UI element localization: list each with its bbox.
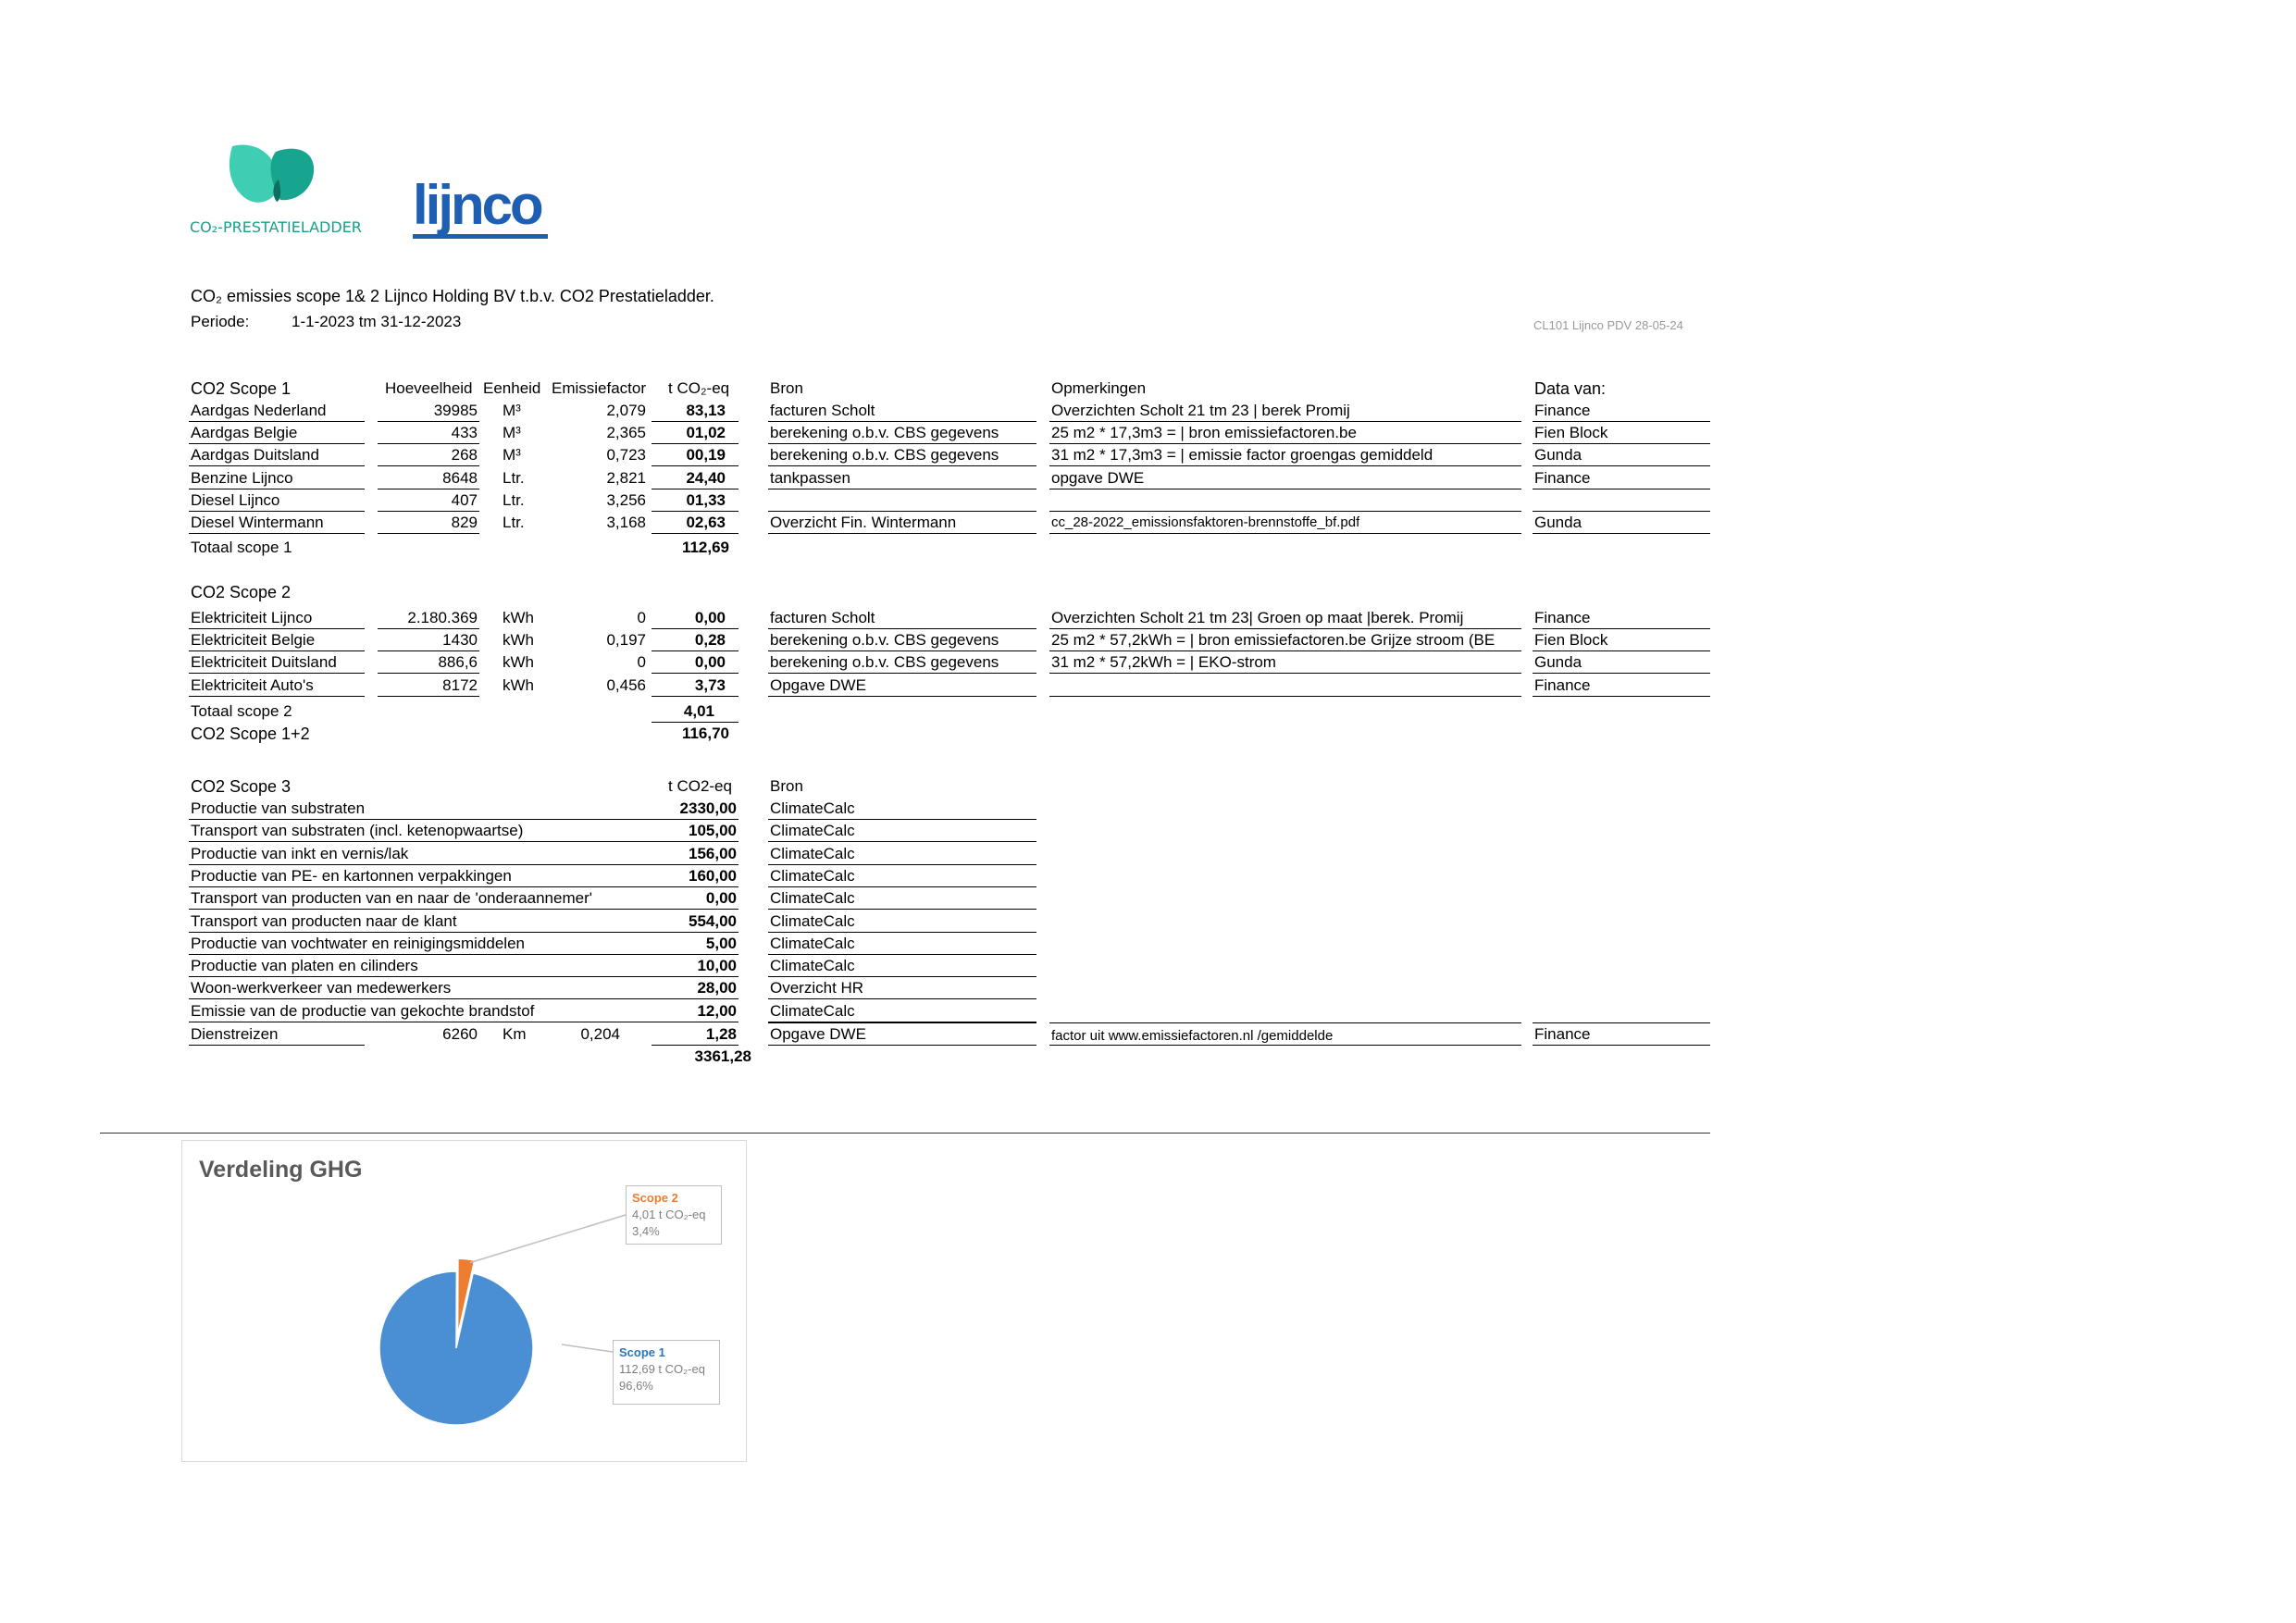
- row-rule: [1533, 465, 1710, 466]
- row-source: tankpassen: [770, 468, 850, 487]
- scope1-title: CO2 Scope 1: [191, 379, 292, 398]
- scope1-leader-line: [562, 1344, 613, 1352]
- row-quantity: 829: [451, 514, 478, 531]
- scope3-row-name: Emissie van de productie van gekochte brandstof: [191, 1001, 535, 1020]
- row-rule: [652, 421, 738, 422]
- row-unit: kWh: [503, 675, 534, 694]
- row-rule: [378, 465, 479, 466]
- row-factor: 0,197: [606, 631, 646, 650]
- row-tco2: 3,73: [694, 675, 726, 694]
- document-title: CO₂ emissies scope 1& 2 Lijnco Holding BV t.b.v. CO2 Prestatieladder.: [191, 287, 714, 305]
- scope3-row-tco2: 5,00: [705, 934, 737, 952]
- scope1-callout-percent: 96,6%: [619, 1379, 653, 1393]
- row-quantity: 433: [451, 424, 478, 442]
- row-data-from: Gunda: [1534, 446, 1582, 465]
- row-remarks: 31 m2 * 57,2kWh = | EKO-strom: [1051, 653, 1276, 672]
- row-rule: [652, 533, 738, 534]
- period-value: 1-1-2023 tm 31-12-2023: [292, 313, 462, 330]
- row-factor: 3,168: [606, 514, 646, 531]
- row-rule: [1533, 673, 1710, 674]
- scope3-row-name: Productie van inkt en vernis/lak: [191, 844, 409, 862]
- scope3-row-rule: [189, 886, 738, 887]
- row-data-from: Finance: [1534, 609, 1591, 626]
- col-unit: Eenheid: [483, 379, 541, 397]
- row-source: berekening o.b.v. CBS gegevens: [770, 446, 999, 465]
- scope3-row-rule: [768, 976, 1036, 977]
- row-rule: [1049, 696, 1521, 697]
- scope2-callout-label: Scope 2: [632, 1191, 678, 1205]
- scope2-total-value: 4,01: [683, 702, 714, 720]
- scope3-row-rule: [768, 864, 1036, 865]
- row-source: berekening o.b.v. CBS gegevens: [770, 424, 999, 442]
- row-unit: M³: [503, 424, 521, 442]
- col-remarks: Opmerkingen: [1051, 379, 1147, 397]
- row-name: Aardgas Belgie: [191, 424, 298, 442]
- scope3-row-name: Productie van substraten: [191, 799, 366, 817]
- row-rule: [189, 533, 365, 534]
- row-data-from: Gunda: [1534, 514, 1582, 531]
- col-data-from: Data van:: [1534, 379, 1607, 398]
- row-rule: [1533, 650, 1710, 651]
- row-rule: [768, 511, 1036, 512]
- row-remarks: Overzichten Scholt 21 tm 23 | berek Promij: [1051, 402, 1350, 419]
- scope1-total-label: Totaal scope 1: [191, 539, 292, 556]
- scope12-label: CO2 Scope 1+2: [191, 725, 310, 743]
- row-tco2: 02,63: [686, 514, 726, 531]
- row-rule: [1049, 465, 1521, 466]
- scope3-row-name: Productie van platen en cilinders: [191, 957, 418, 975]
- scope3-row-rule: [768, 932, 1036, 933]
- scope3-row-name: Productie van PE- en kartonnen verpakkingen: [191, 866, 512, 885]
- scope3-row-source: ClimateCalc: [770, 1001, 855, 1020]
- row-rule: [378, 533, 479, 534]
- row-quantity: 886,6: [438, 653, 478, 672]
- prestatieladder-text: CO₂-PRESTATIELADDER: [190, 218, 362, 236]
- scope3-row-name: Transport van producten naar de klant: [191, 911, 457, 930]
- row-rule: [1533, 696, 1710, 697]
- row-remarks: 25 m2 * 57,2kWh = | bron emissiefactoren.be Grijze stroom (BE: [1051, 631, 1496, 650]
- row-rule: [768, 650, 1036, 651]
- scope3-col-tco2: t CO2-eq: [668, 777, 732, 795]
- travel-source: Opgave DWE: [770, 1025, 866, 1043]
- row-factor: 0: [637, 609, 646, 626]
- row-rule: [378, 696, 479, 697]
- row-data-from: Finance: [1534, 468, 1591, 487]
- scope3-row-name: Transport van substraten (incl. ketenopwaartse): [191, 822, 524, 840]
- scope3-row-rule: [189, 976, 738, 977]
- row-unit: kWh: [503, 631, 534, 650]
- row-rule: [378, 628, 479, 629]
- row-quantity: 8648: [442, 468, 478, 487]
- col-source: Bron: [770, 379, 803, 397]
- row-name: Aardgas Duitsland: [191, 446, 319, 465]
- leaf-icon: [225, 142, 345, 207]
- row-factor: 0,723: [606, 446, 646, 465]
- row-rule: [189, 421, 365, 422]
- scope3-row-source: ClimateCalc: [770, 844, 855, 862]
- travel-name: Dienstreizen: [191, 1025, 279, 1043]
- row-rule: [652, 443, 738, 444]
- row-tco2: 83,13: [686, 402, 726, 419]
- travel-qty: 6260: [442, 1025, 478, 1043]
- row-factor: 0,456: [606, 675, 646, 694]
- row-data-from: Fien Block: [1534, 424, 1608, 442]
- row-rule: [652, 673, 738, 674]
- row-source: Overzicht Fin. Wintermann: [770, 514, 957, 531]
- scope3-row-rule: [768, 841, 1036, 842]
- row-rule: [378, 511, 479, 512]
- scope1-callout-value: 112,69 t CO₂-eq: [619, 1362, 705, 1376]
- row-rule: [768, 465, 1036, 466]
- row-unit: kWh: [503, 609, 534, 626]
- scope3-row-tco2: 10,00: [697, 957, 737, 975]
- row-rule: [189, 650, 365, 651]
- scope3-row-rule: [768, 886, 1036, 887]
- chart-title: Verdeling GHG: [199, 1157, 363, 1183]
- scope3-col-source: Bron: [770, 777, 803, 795]
- row-factor: 3,256: [606, 490, 646, 509]
- row-unit: M³: [503, 446, 521, 465]
- row-name: Elektriciteit Duitsland: [191, 653, 337, 672]
- row-factor: 0: [637, 653, 646, 672]
- section-separator: [100, 1133, 1710, 1134]
- row-remarks: cc_28-2022_emissionsfaktoren-brennstoffe_bf.pdf: [1051, 514, 1360, 530]
- scope3-row-source: ClimateCalc: [770, 911, 855, 930]
- period-label: Periode:: [191, 313, 250, 330]
- scope2-callout-value: 4,01 t CO₂-eq: [632, 1208, 706, 1221]
- row-rule: [768, 696, 1036, 697]
- scope2-callout-percent: 3,4%: [632, 1224, 660, 1238]
- row-rule: [1049, 443, 1521, 444]
- row-data-from: Finance: [1534, 402, 1591, 419]
- row-source: facturen Scholt: [770, 609, 875, 626]
- row-rule: [378, 421, 479, 422]
- scope3-row-rule: [189, 932, 738, 933]
- scope2-total-label: Totaal scope 2: [191, 702, 292, 720]
- scope12-value: 116,70: [681, 725, 729, 742]
- scope3-row-tco2: 12,00: [697, 1001, 737, 1020]
- scope3-row-name: Productie van vochtwater en reinigingsmiddelen: [191, 934, 525, 952]
- scope3-row-rule: [189, 998, 738, 999]
- scope3-row-rule: [189, 954, 738, 955]
- row-name: Elektriciteit Lijnco: [191, 609, 313, 626]
- scope3-row-source: ClimateCalc: [770, 957, 855, 975]
- row-tco2: 00,19: [686, 446, 726, 465]
- scope3-total-value: 3361,28: [694, 1047, 751, 1065]
- scope3-row-tco2: 28,00: [697, 979, 737, 997]
- row-unit: Ltr.: [503, 468, 525, 487]
- row-rule: [652, 465, 738, 466]
- row-tco2: 0,00: [694, 653, 726, 672]
- row-rule: [1533, 443, 1710, 444]
- row-rule: [768, 628, 1036, 629]
- row-quantity: 407: [451, 490, 478, 509]
- row-rule: [1533, 533, 1710, 534]
- row-unit: kWh: [503, 653, 534, 672]
- travel-tco2: 1,28: [705, 1025, 737, 1043]
- row-rule: [1533, 628, 1710, 629]
- scope3-row-tco2: 156,00: [689, 844, 737, 862]
- row-rule: [378, 443, 479, 444]
- row-rule: [1049, 421, 1521, 422]
- scope2-callout: [626, 1185, 722, 1245]
- scope3-row-tco2: 2330,00: [679, 799, 737, 817]
- lijnco-logo-text: lijnco: [413, 174, 541, 236]
- row-rule: [652, 628, 738, 629]
- row-source: Opgave DWE: [770, 675, 866, 694]
- scope3-row-tco2: 160,00: [689, 866, 737, 885]
- row-source: berekening o.b.v. CBS gegevens: [770, 631, 999, 650]
- row-rule: [189, 673, 365, 674]
- row-data-from: Fien Block: [1534, 631, 1608, 650]
- row-remarks: opgave DWE: [1051, 468, 1145, 487]
- row-quantity: 2.180.369: [407, 609, 478, 626]
- row-factor: 2,079: [606, 402, 646, 419]
- row-quantity: 39985: [433, 402, 478, 419]
- row-tco2: 01,02: [686, 424, 726, 442]
- scope1-callout: [613, 1340, 720, 1405]
- scope3-row-source: ClimateCalc: [770, 799, 855, 817]
- row-name: Elektriciteit Auto's: [191, 675, 314, 694]
- travel-rule: [189, 1045, 365, 1046]
- row-rule: [1049, 511, 1521, 512]
- row-name: Diesel Lijnco: [191, 490, 280, 509]
- row-tco2: 24,40: [686, 468, 726, 487]
- scope3-title: CO2 Scope 3: [191, 777, 292, 796]
- scope2-title: CO2 Scope 2: [191, 583, 292, 601]
- row-rule: [652, 650, 738, 651]
- row-rule: [1533, 421, 1710, 422]
- row-rule: [1049, 650, 1521, 651]
- row-rule: [1533, 511, 1710, 512]
- scope3-row-rule: [768, 819, 1036, 820]
- row-rule: [768, 443, 1036, 444]
- scope1-total-value: 112,69: [681, 539, 729, 556]
- row-unit: Ltr.: [503, 490, 525, 509]
- col-tco2: t CO₂-eq: [668, 379, 730, 397]
- row-rule: [768, 421, 1036, 422]
- scope3-row-rule: [189, 909, 738, 910]
- row-rule: [189, 628, 365, 629]
- scope3-row-source: ClimateCalc: [770, 889, 855, 908]
- lijnco-logo: [413, 174, 552, 242]
- row-rule: [189, 511, 365, 512]
- row-unit: Ltr.: [503, 514, 525, 531]
- scope2-leader-line: [470, 1215, 626, 1263]
- row-tco2: 01,33: [686, 490, 726, 509]
- row-rule: [378, 673, 479, 674]
- row-remarks: 31 m2 * 17,3m3 = | emissie factor groengas gemiddeld: [1051, 446, 1433, 465]
- row-data-from: Finance: [1534, 675, 1591, 694]
- scope2-total-rule: [652, 722, 738, 723]
- scope3-row-rule: [768, 954, 1036, 955]
- row-factor: 2,821: [606, 468, 646, 487]
- scope3-row-rule: [768, 998, 1036, 999]
- row-rule: [768, 533, 1036, 534]
- co2-prestatieladder-logo: [190, 139, 362, 241]
- row-source: facturen Scholt: [770, 402, 875, 419]
- scope3-row-source: ClimateCalc: [770, 934, 855, 952]
- scope3-row-rule: [189, 864, 738, 865]
- row-name: Diesel Wintermann: [191, 514, 324, 531]
- scope3-row-source: ClimateCalc: [770, 822, 855, 840]
- row-name: Benzine Lijnco: [191, 468, 293, 487]
- scope3-row-rule: [768, 909, 1036, 910]
- scope3-row-rule: [189, 841, 738, 842]
- row-remarks: Overzichten Scholt 21 tm 23| Groen op maat |berek. Promij: [1051, 609, 1464, 626]
- travel-unit: Km: [503, 1025, 527, 1043]
- row-rule: [1049, 628, 1521, 629]
- pie-slice-scope-1: [379, 1271, 533, 1425]
- row-name: Elektriciteit Belgie: [191, 631, 316, 650]
- ghg-chart: [181, 1140, 747, 1462]
- document-reference: CL101 Lijnco PDV 28-05-24: [1533, 318, 1683, 332]
- row-data-from: Gunda: [1534, 653, 1582, 672]
- row-rule: [189, 696, 365, 697]
- row-rule: [652, 511, 738, 512]
- scope3-row-source: ClimateCalc: [770, 866, 855, 885]
- scope3-row-source: Overzicht HR: [770, 979, 864, 997]
- row-rule: [378, 650, 479, 651]
- row-quantity: 8172: [442, 675, 478, 694]
- row-source: berekening o.b.v. CBS gegevens: [770, 653, 999, 672]
- row-quantity: 268: [451, 446, 478, 465]
- row-tco2: 0,00: [694, 609, 726, 626]
- row-rule: [768, 673, 1036, 674]
- col-factor: Emissiefactor: [552, 379, 647, 397]
- row-name: Aardgas Nederland: [191, 402, 327, 419]
- row-unit: M³: [503, 402, 521, 419]
- scope3-row-tco2: 105,00: [689, 822, 737, 840]
- row-tco2: 0,28: [694, 631, 726, 650]
- travel-remarks: factor uit www.emissiefactoren.nl /gemiddelde: [1051, 1028, 1334, 1044]
- scope3-row-rule: [189, 819, 738, 820]
- scope3-row-tco2: 554,00: [689, 911, 737, 930]
- row-rule: [189, 465, 365, 466]
- col-quantity: Hoeveelheid: [385, 379, 473, 397]
- row-rule: [1049, 673, 1521, 674]
- scope3-row-tco2: 0,00: [705, 889, 737, 908]
- row-factor: 2,365: [606, 424, 646, 442]
- row-rule: [1049, 533, 1521, 534]
- scope3-row-name: Transport van producten van en naar de 'onderaannemer': [191, 889, 592, 908]
- row-remarks: 25 m2 * 17,3m3 = | bron emissiefactoren.be: [1051, 424, 1357, 442]
- scope3-row-name: Woon-werkverkeer van medewerkers: [191, 979, 452, 997]
- row-quantity: 1430: [442, 631, 478, 650]
- scope1-callout-label: Scope 1: [619, 1345, 665, 1359]
- travel-factor: 0,204: [580, 1025, 620, 1043]
- row-rule: [652, 696, 738, 697]
- travel-data-from: Finance: [1534, 1025, 1591, 1043]
- row-rule: [189, 443, 365, 444]
